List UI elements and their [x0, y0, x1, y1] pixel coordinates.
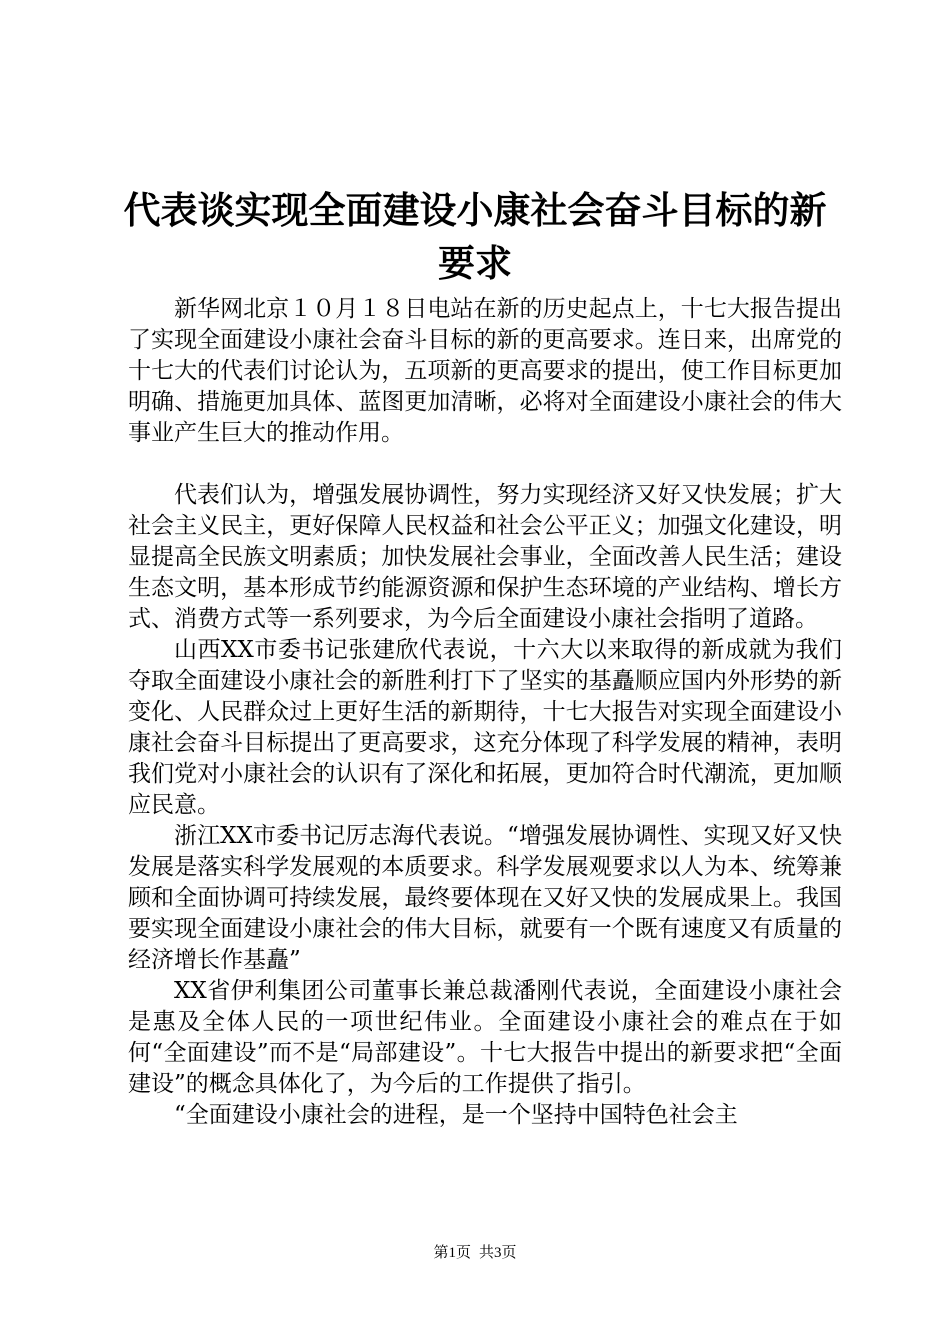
- document-title: 代表谈实现全面建设小康社会奋斗目标的新要求: [123, 189, 827, 285]
- paragraph: XX省伊利集团公司董事长兼总裁潘刚代表说，全面建设小康社会是惠及全体人民的一项世纪伟业。全面建设小康社会的难点在于如何“全面建设”而不是“局部建设”。十七大报告中提出的新要求把“全面建设”的概念具体化了，为今后的工作提供了指引。: [128, 978, 842, 1097]
- document-body: [128, 294, 842, 1131]
- paragraph: “全面建设小康社会的进程，是一个坚持中国特色社会主: [174, 1102, 738, 1128]
- paragraph: 浙江XX市委书记厉志海代表说。“增强发展协调性、实现又好又快发展是落实科学发展观的本质要求。科学发展观要求以人为本、统筹兼顾和全面协调可持续发展，最终要体现在又好又快的发展成果上。我国要实现全面建设小康社会的伟大目标，就要有一个既有速度又有质量的经济增长作基矗”: [128, 823, 842, 973]
- page-number: 第1页: [433, 1245, 471, 1261]
- paragraph: 代表们认为，增强发展协调性，努力实现经济又好又快发展；扩大社会主义民主，更好保障人民权益和社会公平正义；加强文化建设，明显提高全民族文明素质；加快发展社会事业，全面改善人民生活；建设生态文明，基本形成节约能源资源和保护生态环境的产业结构、增长方式、消费方式等一系列要求，为今后全面建设小康社会指明了道路。: [128, 482, 842, 632]
- page-total: 共3页: [479, 1245, 517, 1261]
- page-footer: [0, 1243, 950, 1263]
- paragraph: 新华网北京１０月１８日电站在新的历史起点上，十七大报告提出了实现全面建设小康社会奋斗目标的新的更高要求。连日来，出席党的十七大的代表们讨论认为，五项新的更高要求的提出，使工作目标更加明确、措施更加具体、蓝图更加清晰，必将对全面建设小康社会的伟大事业产生巨大的推动作用。: [128, 296, 842, 446]
- paragraph: 山西XX市委书记张建欣代表说，十六大以来取得的新成就为我们夺取全面建设小康社会的新胜利打下了坚实的基矗顺应国内外形势的新变化、人民群众过上更好生活的新期待，十七大报告对实现全面建设小康社会奋斗目标提出了更高要求，这充分体现了科学发展的精神，表明我们党对小康社会的认识有了深化和拓展，更加符合时代潮流，更加顺应民意。: [128, 637, 842, 818]
